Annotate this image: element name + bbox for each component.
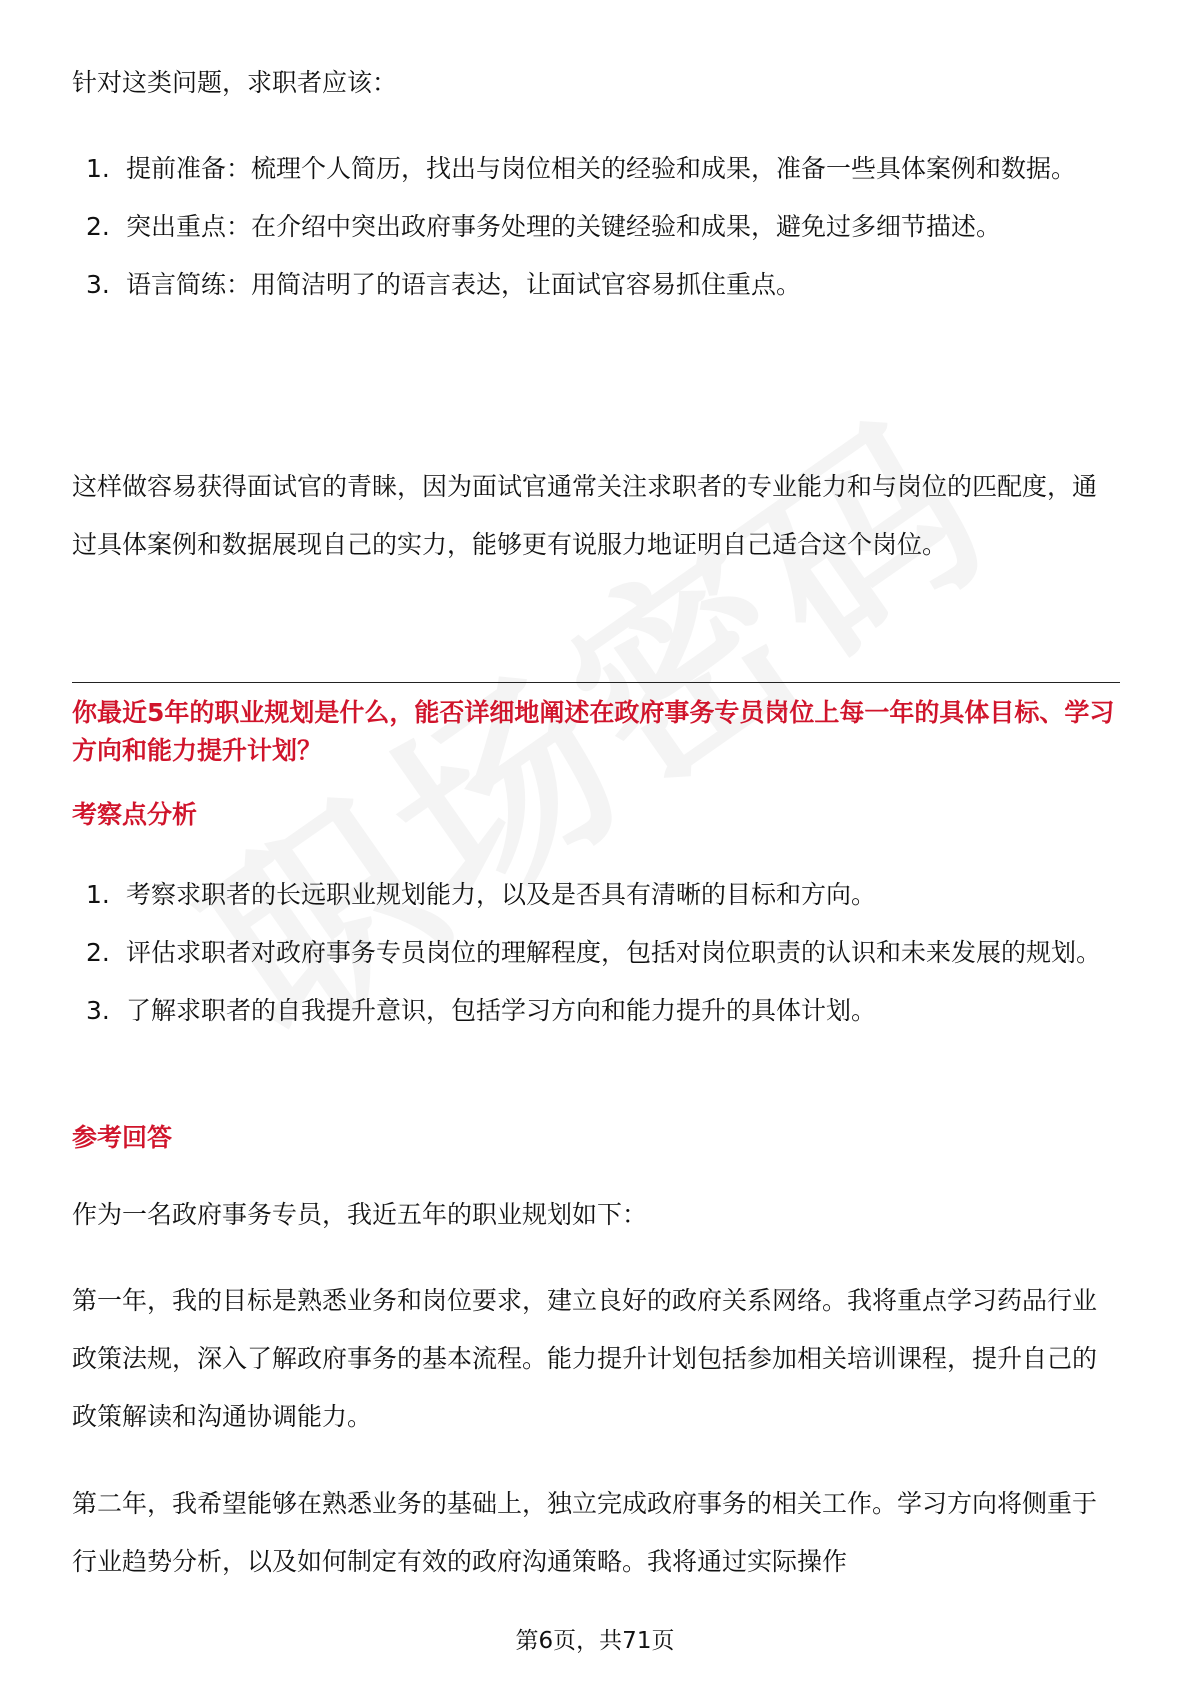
list-item [72,256,1120,314]
list-item [72,866,1120,924]
answer-intro-paragraph: 作为一名政府事务专员，我近五年的职业规划如下： [72,1200,648,1229]
summary-paragraph: 这样做容易获得面试官的青睐，因为面试官通常关注求职者的专业能力和与岗位的匹配度，通过具体案例和数据展现自己的实力，能够更有说服力地证明自己适合这个岗位。 [72,472,1098,559]
list-item [72,924,1120,982]
list-item-number: 1. [86,880,110,909]
analysis-heading: 考察点分析 [72,800,198,829]
list-item-text: 突出重点：在介绍中突出政府事务处理的关键经验和成果，避免过多细节描述。 [126,212,1002,241]
page-footer: 第6页，共71页 [515,1628,675,1654]
list-item-number: 1. [86,154,110,183]
analysis-list [72,866,1120,1040]
list-item-text: 了解求职者的自我提升意识，包括学习方向和能力提升的具体计划。 [126,996,877,1025]
list-item-text: 语言简练：用简洁明了的语言表达，让面试官容易抓住重点。 [126,270,802,299]
list-item-number: 3. [86,996,110,1025]
intro-paragraph: 针对这类问题，求职者应该： [72,68,398,97]
answer-heading: 参考回答 [72,1123,173,1152]
interview-question: 你最近5年的职业规划是什么，能否详细地阐述在政府事务专员岗位上每一年的具体目标、学习方向和能力提升计划？ [72,698,1115,765]
list-item-number: 2. [86,938,110,967]
year-two-paragraph: 第二年，我希望能够在熟悉业务的基础上，独立完成政府事务的相关工作。学习方向将侧重于行业趋势分析，以及如何制定有效的政府沟通策略。我将通过实际操作 [72,1489,1098,1576]
year-one-paragraph: 第一年，我的目标是熟悉业务和岗位要求，建立良好的政府关系网络。我将重点学习药品行业政策法规，深入了解政府事务的基本流程。能力提升计划包括参加相关培训课程，提升自己的政策解读和沟通协调能力。 [72,1286,1098,1431]
list-item [72,140,1120,198]
list-item-text: 考察求职者的长远职业规划能力，以及是否具有清晰的目标和方向。 [126,880,877,909]
list-item-text: 评估求职者对政府事务专员岗位的理解程度，包括对岗位职责的认识和未来发展的规划。 [126,938,1102,967]
list-item-text: 提前准备：梳理个人简历，找出与岗位相关的经验和成果，准备一些具体案例和数据。 [126,154,1077,183]
section-divider [72,682,1120,683]
preparation-list [72,140,1120,314]
list-item [72,198,1120,256]
list-item [72,982,1120,1040]
list-item-number: 2. [86,212,110,241]
list-item-number: 3. [86,270,110,299]
